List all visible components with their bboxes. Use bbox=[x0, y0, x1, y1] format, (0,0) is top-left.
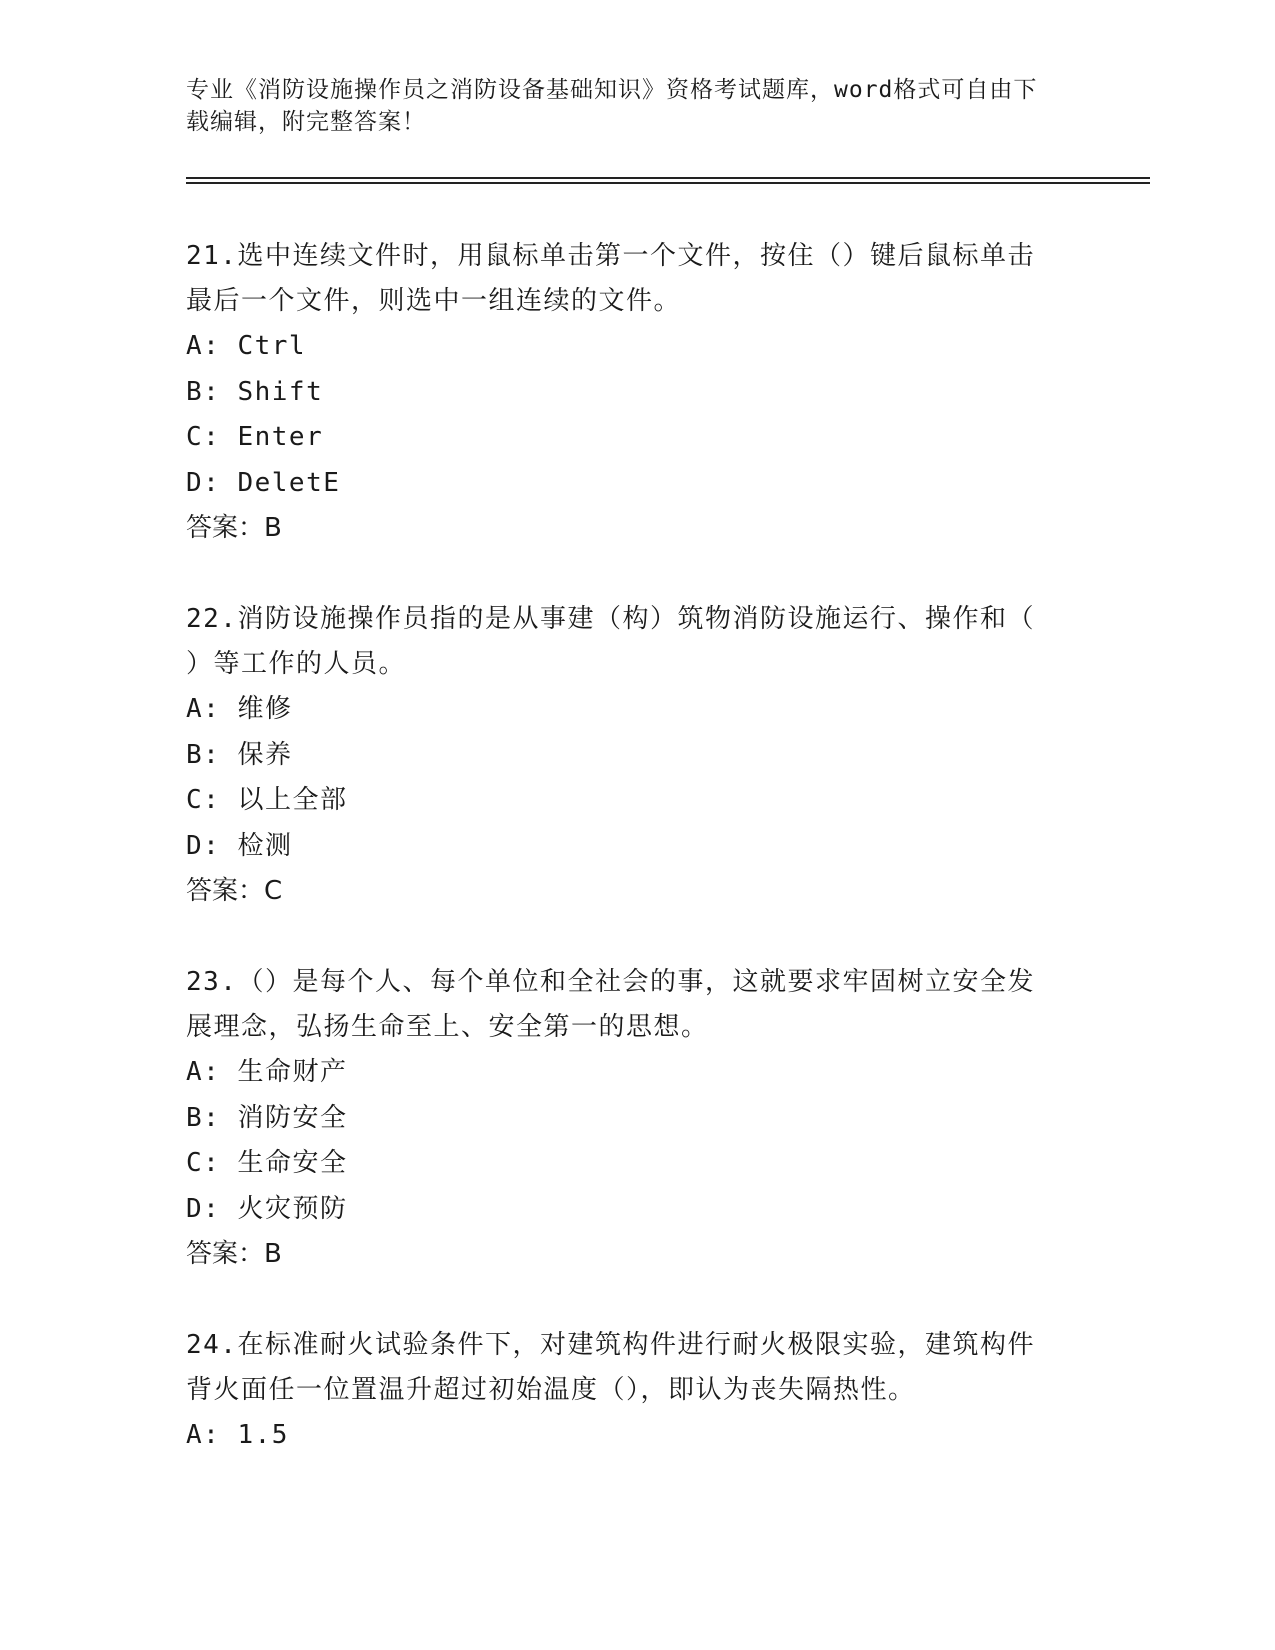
option-c: C: 生命安全 bbox=[186, 1148, 348, 1178]
option-c: C: 以上全部 bbox=[186, 785, 348, 815]
option-b: B: 保养 bbox=[186, 739, 293, 770]
question-text-line: 最后一个文件，则选中一组连续的文件。 bbox=[186, 286, 682, 316]
option-b: B: Shift bbox=[186, 376, 324, 407]
question-text-line: 展理念，弘扬生命至上、安全第一的思想。 bbox=[186, 1012, 709, 1042]
option-d: D: 火灾预防 bbox=[186, 1193, 348, 1224]
option-a: A: 1.5 bbox=[186, 1420, 289, 1450]
option-d: D: 检测 bbox=[186, 830, 293, 861]
option-a: A: Ctrl bbox=[186, 331, 307, 361]
option-a: A: 维修 bbox=[186, 694, 293, 724]
question-text-line: 22.消防设施操作员指的是从事建（构）筑物消防设施运行、操作和（ bbox=[186, 604, 1035, 634]
question-text-line: 24.在标准耐火试验条件下，对建筑构件进行耐火极限实验，建筑构件 bbox=[186, 1330, 1035, 1360]
question-21 bbox=[186, 234, 1086, 551]
answer-label: 答案：B bbox=[186, 1239, 282, 1269]
question-text-line: 23.（）是每个人、每个单位和全社会的事，这就要求牢固树立安全发 bbox=[186, 967, 1035, 997]
answer-label: 答案：B bbox=[186, 513, 282, 543]
option-d: D: DeletE bbox=[186, 467, 341, 498]
question-text-line: 背火面任一位置温升超过初始温度（），即认为丧失隔热性。 bbox=[186, 1375, 916, 1405]
header-line-2: 载编辑，附完整答案！ bbox=[186, 109, 426, 135]
question-22 bbox=[186, 597, 1086, 914]
header-divider-top bbox=[186, 177, 1150, 179]
header-divider-bottom bbox=[186, 182, 1150, 184]
option-a: A: 生命财产 bbox=[186, 1057, 348, 1087]
question-24 bbox=[186, 1323, 1086, 1459]
option-b: B: 消防安全 bbox=[186, 1102, 348, 1133]
question-text-line: ）等工作的人员。 bbox=[186, 649, 407, 679]
document-header bbox=[186, 74, 1066, 138]
question-23 bbox=[186, 960, 1086, 1277]
question-text-line: 21.选中连续文件时，用鼠标单击第一个文件，按住（）键后鼠标单击 bbox=[186, 241, 1035, 271]
answer-label: 答案：C bbox=[186, 876, 283, 906]
header-line-1: 专业《消防设施操作员之消防设备基础知识》资格考试题库，word格式可自由下 bbox=[186, 77, 1038, 103]
option-c: C: Enter bbox=[186, 422, 324, 452]
